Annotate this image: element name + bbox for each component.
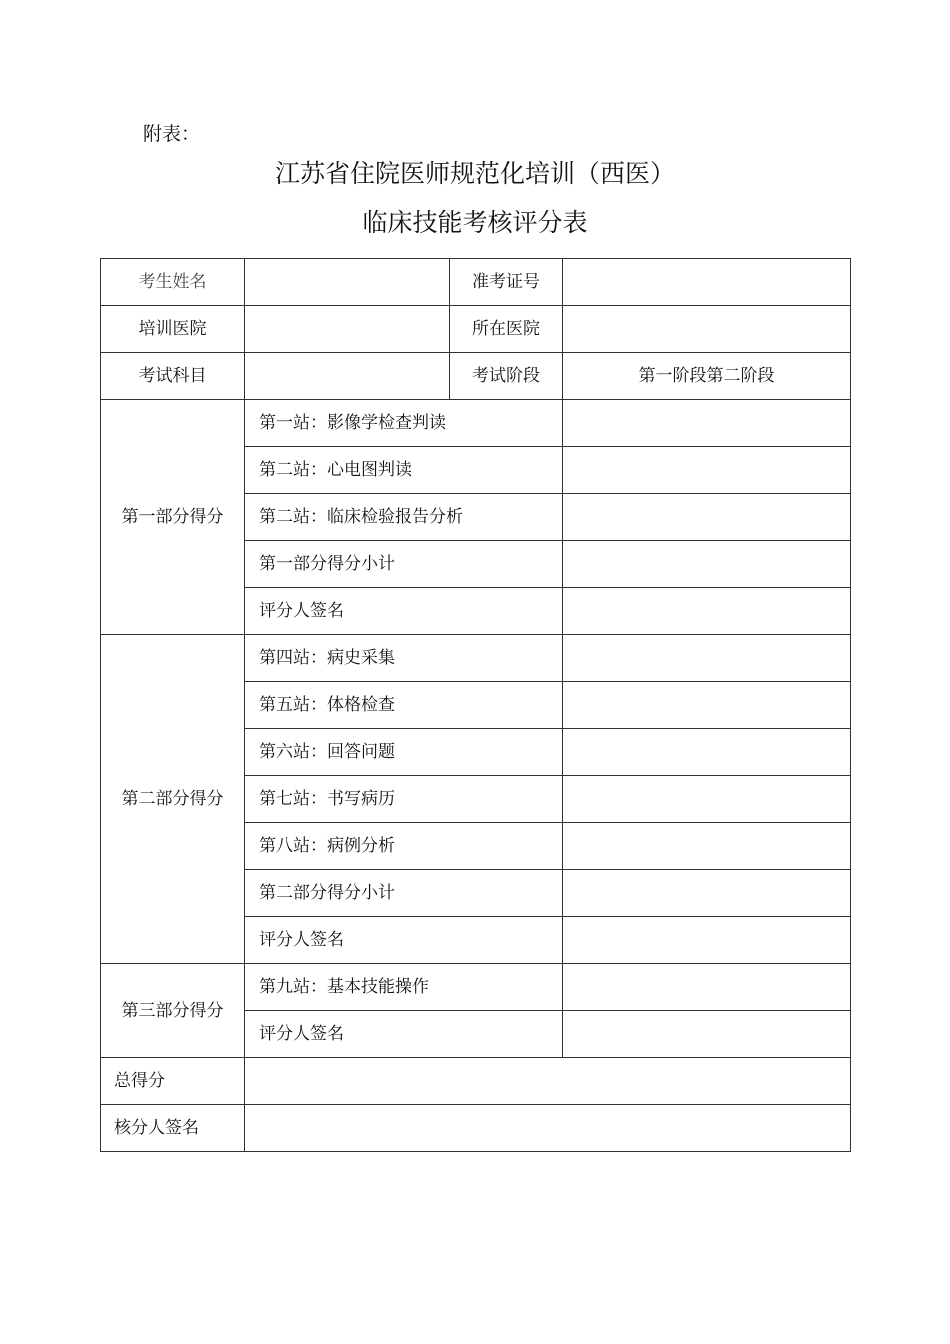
part3-scorer-signature: 评分人签名 [245, 1011, 563, 1058]
form-title-line1: 江苏省住院医师规范化培训（西医） [274, 159, 675, 188]
candidate-name-label: 考生姓名 [101, 259, 245, 306]
table-row [101, 353, 851, 400]
current-hospital-field[interactable] [563, 306, 851, 353]
part2-station-6: 第六站：回答问题 [245, 729, 563, 776]
part3-station-9: 第九站：基本技能操作 [245, 964, 563, 1011]
part1-scorer-signature: 评分人签名 [245, 588, 563, 635]
training-hospital-label: 培训医院 [101, 306, 245, 353]
table-row [101, 259, 851, 306]
part2-label: 第二部分得分 [101, 635, 245, 964]
part1-label: 第一部分得分 [101, 400, 245, 635]
table-row [101, 964, 851, 1011]
exam-subject-field[interactable] [245, 353, 450, 400]
part1-scorer-signature-field[interactable] [563, 588, 851, 635]
table-row [101, 400, 851, 447]
exam-stage-label: 考试阶段 [450, 353, 563, 400]
part2-station-7-score[interactable] [563, 776, 851, 823]
part1-station-3-score[interactable] [563, 494, 851, 541]
part1-station-1-score[interactable] [563, 400, 851, 447]
admission-number-field[interactable] [563, 259, 851, 306]
part3-station-9-score[interactable] [563, 964, 851, 1011]
part3-label: 第三部分得分 [101, 964, 245, 1058]
exam-subject-label: 考试科目 [101, 353, 245, 400]
total-score-field[interactable] [245, 1058, 851, 1105]
table-row [101, 1058, 851, 1105]
attachment-label: 附表： [143, 123, 201, 145]
candidate-name-field[interactable] [245, 259, 450, 306]
training-hospital-field[interactable] [245, 306, 450, 353]
part2-station-8: 第八站：病例分析 [245, 823, 563, 870]
part1-station-1: 第一站：影像学检查判读 [245, 400, 563, 447]
part1-subtotal: 第一部分得分小计 [245, 541, 563, 588]
part1-subtotal-score[interactable] [563, 541, 851, 588]
part2-station-8-score[interactable] [563, 823, 851, 870]
part1-station-2: 第二站：心电图判读 [245, 447, 563, 494]
verifier-signature-label: 核分人签名 [101, 1105, 245, 1152]
total-score-label: 总得分 [101, 1058, 245, 1105]
part2-station-6-score[interactable] [563, 729, 851, 776]
part2-station-4-score[interactable] [563, 635, 851, 682]
admission-number-label: 准考证号 [450, 259, 563, 306]
part3-scorer-signature-field[interactable] [563, 1011, 851, 1058]
form-title-line2: 临床技能考核评分表 [362, 208, 588, 237]
part2-station-7: 第七站：书写病历 [245, 776, 563, 823]
part2-station-5-score[interactable] [563, 682, 851, 729]
table-row [101, 1105, 851, 1152]
part2-station-4: 第四站：病史采集 [245, 635, 563, 682]
part1-station-2-score[interactable] [563, 447, 851, 494]
part2-station-5: 第五站：体格检查 [245, 682, 563, 729]
table-row [101, 306, 851, 353]
part2-scorer-signature: 评分人签名 [245, 917, 563, 964]
score-table [100, 258, 851, 1152]
table-row [101, 635, 851, 682]
part2-scorer-signature-field[interactable] [563, 917, 851, 964]
part1-station-3: 第二站：临床检验报告分析 [245, 494, 563, 541]
verifier-signature-field[interactable] [245, 1105, 851, 1152]
current-hospital-label: 所在医院 [450, 306, 563, 353]
part2-subtotal-score[interactable] [563, 870, 851, 917]
part2-subtotal: 第二部分得分小计 [245, 870, 563, 917]
exam-stage-value: 第一阶段第二阶段 [563, 353, 851, 400]
